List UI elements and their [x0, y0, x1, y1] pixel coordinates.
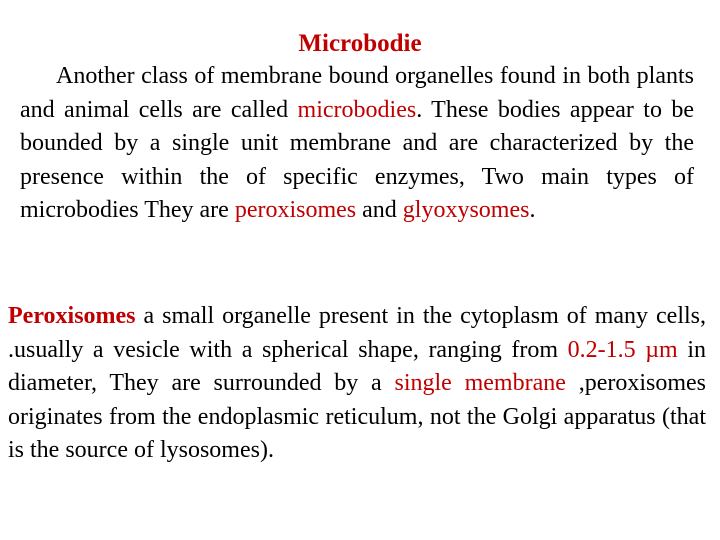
para1-text-a: Another class of membrane bound organelles found in both plants and animal cells are called	[20, 63, 694, 123]
para2-text-c: ,peroxisomes originates from the endoplasmic reticulum, not the Golgi apparatus (that is the source of lysosomes).	[8, 370, 707, 463]
para1-text-b: . These bodies appear to be bounded by a single unit membrane and are characterized by the presence within the of specific enzymes, Two main types of microbodies They are	[20, 96, 694, 223]
microbodies-paragraph	[20, 60, 694, 228]
para2-text-b: in diameter, They are surrounded by a	[8, 336, 706, 396]
para2-text-a: a small organelle present in the cytoplasm of many cells, .usually a vesicle with a spherical shape, ranging from	[8, 303, 706, 363]
peroxisomes-heading-term: Peroxisomes	[8, 303, 136, 329]
microbodies-term: microbodies	[297, 96, 417, 123]
para1-text-c: and	[356, 197, 403, 223]
size-range: 0.2-1.5 µm	[567, 336, 678, 363]
glyoxysomes-term: glyoxysomes	[402, 197, 530, 223]
slide-title-text: Microbodie	[298, 30, 422, 57]
peroxisomes-term: peroxisomes	[234, 197, 357, 223]
single-membrane-term: single membrane	[394, 370, 566, 396]
para1-text-d: .	[529, 197, 536, 223]
peroxisomes-paragraph	[8, 300, 706, 468]
slide-title	[0, 28, 720, 60]
